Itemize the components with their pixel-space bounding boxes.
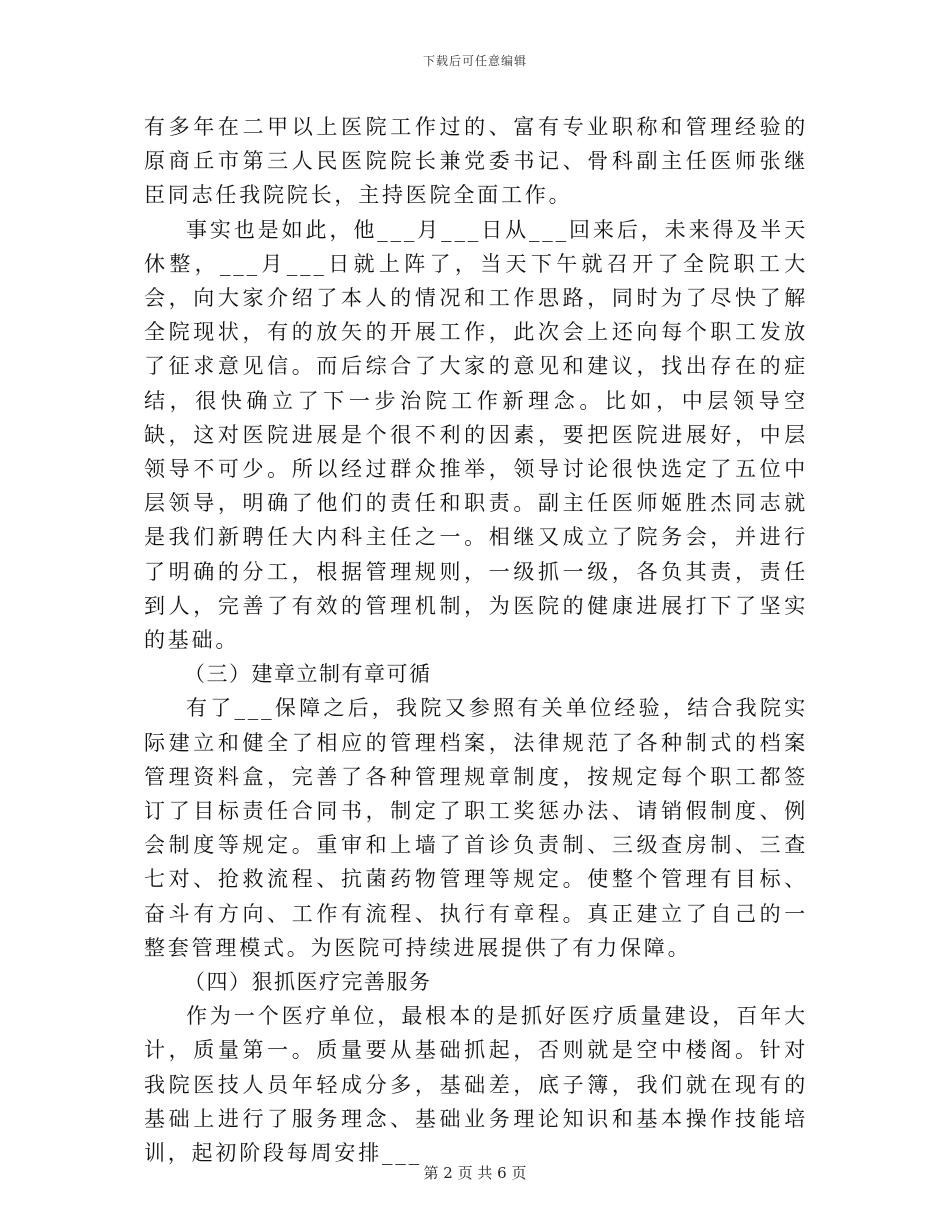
page-number: 第 2 页 共 6 页 xyxy=(423,1164,527,1182)
paragraph-regulations: 有了___保障之后，我院又参照有关单位经验，结合我院实际建立和健全了相应的管理档案，法律规范了各种制式的档案管理资料盒，完善了各种管理规章制度，按规定每个职工都签订了目标责任合同书，制定了职工奖惩办法、请销假制度、例会制度等规定。重审和上墙了首诊负责制、三级查房制、三查七对、抢救流程、抗菌药物管理等规定。使整个管理有目标、奋斗有方向、工作有流程、执行有章程。真正建立了自己的一整套管理模式。为医院可持续进展提供了有力保障。 xyxy=(144,696,808,960)
paragraph-leadership: 事实也是如此，他___月___日从___回来后，未来得及半天休整，___月___日就上阵了，当天下午就召开了全院职工大会，向大家介绍了本人的情况和工作思路，同时为了尽快了解全院现状，有的放矢的开展工作，此次会上还向每个职工发放了征求意见信。而后综合了大家的意见和建议，找出存在的症结，很快确立了下一步治院工作新理念。比如，中层领导空缺，这对医院进展是个很不利的因素，要把医院进展好，中层领导不可少。所以经过群众推举，领导讨论很快选定了五位中层领导，明确了他们的责任和职责。副主任医师姬胜杰同志就是我们新聘任大内科主任之一。相继又成立了院务会，并进行了明确的分工，根据管理规则，一级抓一级，各负其责，责任到人，完善了有效的管理机制，为医院的健康进展打下了坚实的基础。 xyxy=(144,217,808,653)
section-heading-4: （四）狠抓医疗完善服务 xyxy=(184,970,432,995)
paragraph-continuation: 有多年在二甲以上医院工作过的、富有专业职称和管理经验的原商丘市第三人民医院院长兼党委书记、骨科副主任医师张继臣同志任我院院长，主持医院全面工作。 xyxy=(144,115,808,208)
page-header-note: 下载后可任意编辑 xyxy=(422,54,527,68)
document-body xyxy=(144,110,808,1170)
paragraph-medical-quality: 作为一个医疗单位，最根本的是抓好医疗质量建设，百年大计，质量第一。质量要从基础抓起，否则就是空中楼阁。针对我院医技人员年轻成分多，基础差，底子簿，我们就在现有的基础上进行了服务理念、基础业务理论知识和基本操作技能培训，起初阶段每周安排___ xyxy=(144,1004,808,1166)
section-heading-3: （三）建章立制有章可循 xyxy=(184,662,432,687)
